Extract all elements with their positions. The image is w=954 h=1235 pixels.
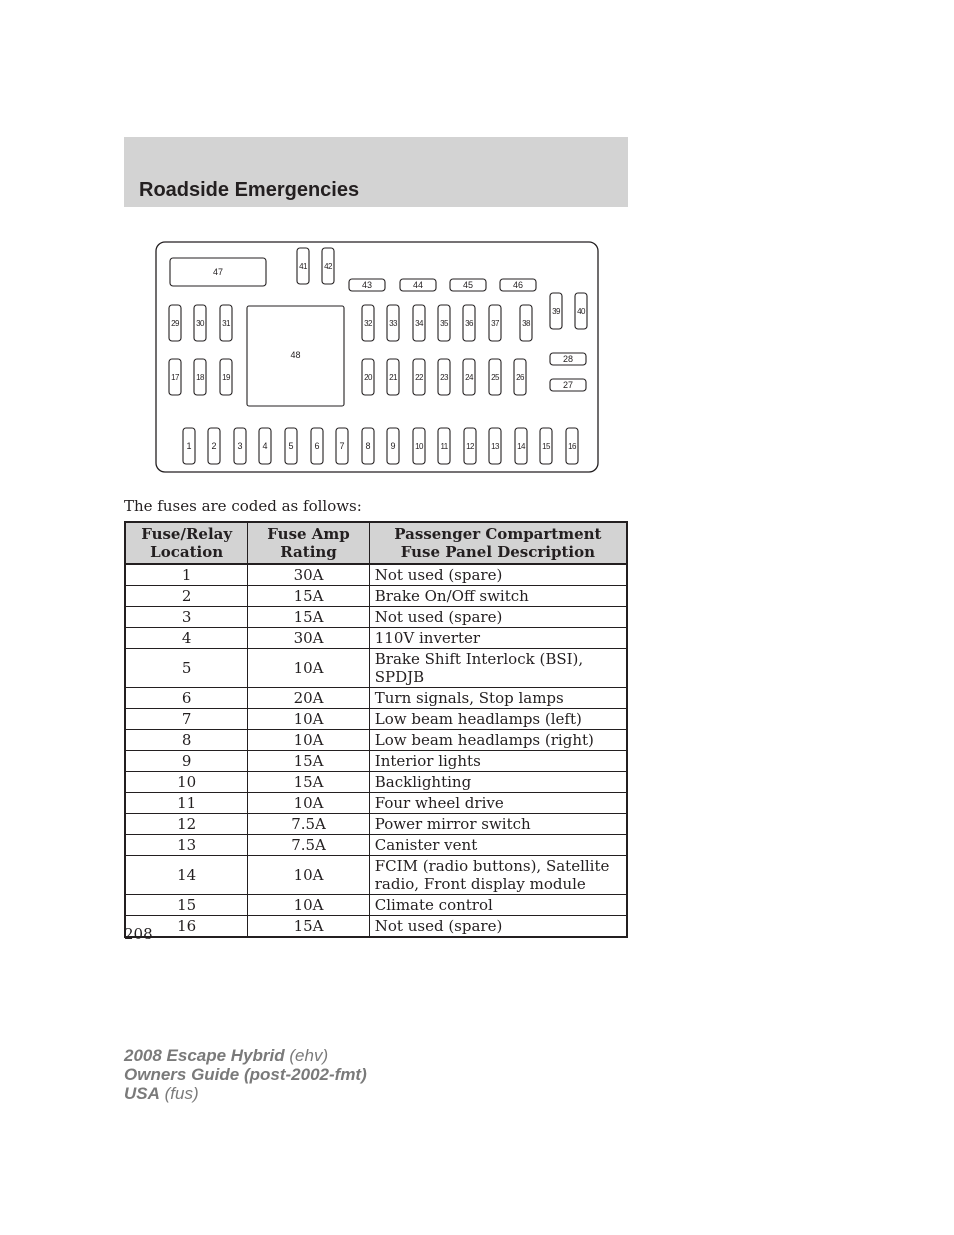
fuse-label: 22 [415, 373, 423, 382]
cell-location: 16 [125, 916, 248, 938]
fuse-3 [234, 428, 246, 464]
cell-description: Not used (spare) [369, 916, 627, 938]
fuse-label: 48 [290, 350, 301, 360]
fuse-17 [169, 359, 181, 395]
cell-description: Turn signals, Stop lamps [369, 688, 627, 709]
fuse-label: 34 [415, 319, 423, 328]
fuse-1 [183, 428, 195, 464]
fuse-26 [514, 359, 526, 395]
fuse-label: 18 [196, 373, 204, 382]
cell-location: 14 [125, 856, 248, 895]
fuse-label: 4 [262, 441, 268, 451]
cell-rating: 10A [248, 793, 369, 814]
cell-description: Brake On/Off switch [369, 586, 627, 607]
cell-location: 8 [125, 730, 248, 751]
cell-location: 6 [125, 688, 248, 709]
fuse-6 [311, 428, 323, 464]
fuse-label: 36 [465, 319, 473, 328]
fuse-label: 35 [440, 319, 448, 328]
fuse-41 [297, 248, 309, 284]
fuse-panel-svg [155, 241, 599, 473]
table-row [125, 856, 627, 895]
fuse-label: 11 [440, 442, 448, 451]
fuse-label: 27 [562, 380, 574, 390]
fuse-40 [575, 293, 587, 329]
fuse-13 [489, 428, 501, 464]
section-title: Roadside Emergencies [139, 179, 360, 201]
fuse-11 [438, 428, 450, 464]
fuse-label: 19 [222, 373, 230, 382]
cell-rating: 10A [248, 895, 369, 916]
fuse-label: 30 [196, 319, 204, 328]
fuse-label: 39 [552, 307, 560, 316]
fuse-12 [464, 428, 476, 464]
table-row [125, 835, 627, 856]
cell-location: 5 [125, 649, 248, 688]
cell-location: 1 [125, 564, 248, 586]
cell-description: Brake Shift Interlock (BSI), SPDJB [369, 649, 627, 688]
footer-market: USA [124, 1084, 160, 1103]
fuse-25 [489, 359, 501, 395]
cell-rating: 15A [248, 607, 369, 628]
fuse-panel-diagram [155, 241, 599, 473]
cell-description: Not used (spare) [369, 607, 627, 628]
fuse-28 [550, 353, 586, 365]
fuse-label: 37 [491, 319, 499, 328]
fuse-21 [387, 359, 399, 395]
fuse-44 [400, 279, 436, 291]
cell-description: Power mirror switch [369, 814, 627, 835]
fuse-label: 13 [491, 442, 499, 451]
fuse-label: 41 [299, 262, 307, 271]
fuse-34 [413, 305, 425, 341]
cell-location: 4 [125, 628, 248, 649]
fuse-22 [413, 359, 425, 395]
fuse-label: 31 [222, 319, 230, 328]
section-header [124, 137, 628, 207]
footer-model: 2008 Escape Hybrid [124, 1046, 285, 1065]
fuse-5 [285, 428, 297, 464]
table-row [125, 607, 627, 628]
footer-guide: Owners Guide (post-2002-fmt) [124, 1065, 367, 1084]
table-row [125, 751, 627, 772]
fuse-label: 10 [415, 442, 423, 451]
fuse-37 [489, 305, 501, 341]
fuse-label: 1 [186, 441, 192, 451]
cell-description: FCIM (radio buttons), Satellite radio, Front display module [369, 856, 627, 895]
fuse-48 [247, 306, 344, 406]
fuse-label: 6 [314, 441, 320, 451]
fuse-24 [463, 359, 475, 395]
fuse-label: 26 [516, 373, 524, 382]
fuse-18 [194, 359, 206, 395]
fuse-label: 7 [339, 441, 345, 451]
fuse-46 [500, 279, 536, 291]
table-row [125, 916, 627, 938]
cell-location: 11 [125, 793, 248, 814]
table-row [125, 688, 627, 709]
cell-location: 10 [125, 772, 248, 793]
fuse-43 [349, 279, 385, 291]
fuse-label: 15 [542, 442, 550, 451]
cell-rating: 10A [248, 649, 369, 688]
cell-rating: 10A [248, 856, 369, 895]
cell-description: Not used (spare) [369, 564, 627, 586]
fuse-label: 16 [568, 442, 576, 451]
column-header-rating: Fuse Amp Rating [248, 522, 369, 564]
fuse-20 [362, 359, 374, 395]
fuse-47 [170, 258, 266, 286]
cell-description: 110V inverter [369, 628, 627, 649]
fuse-42 [322, 248, 334, 284]
fuse-29 [169, 305, 181, 341]
fuse-33 [387, 305, 399, 341]
fuse-label: 29 [171, 319, 179, 328]
cell-rating: 30A [248, 628, 369, 649]
table-row [125, 895, 627, 916]
footer-market-code: (fus) [159, 1084, 199, 1103]
fuse-4 [259, 428, 271, 464]
intro-text: The fuses are coded as follows: [124, 497, 362, 515]
fuse-30 [194, 305, 206, 341]
fuse-32 [362, 305, 374, 341]
cell-description: Interior lights [369, 751, 627, 772]
table-row [125, 814, 627, 835]
cell-location: 7 [125, 709, 248, 730]
fuse-label: 21 [389, 373, 397, 382]
table-row [125, 772, 627, 793]
fuse-label: 43 [361, 280, 373, 290]
fuse-7 [336, 428, 348, 464]
cell-description: Climate control [369, 895, 627, 916]
fuse-16 [566, 428, 578, 464]
fuse-label: 8 [365, 441, 371, 451]
fuse-19 [220, 359, 232, 395]
fuse-label: 40 [577, 307, 585, 316]
table-row [125, 649, 627, 688]
fuse-label: 20 [364, 373, 372, 382]
fuse-15 [540, 428, 552, 464]
table-row [125, 564, 627, 586]
footer-line-3 [124, 1084, 367, 1103]
cell-location: 2 [125, 586, 248, 607]
cell-description: Backlighting [369, 772, 627, 793]
cell-rating: 7.5A [248, 835, 369, 856]
cell-rating: 15A [248, 586, 369, 607]
cell-rating: 10A [248, 730, 369, 751]
fuse-label: 45 [462, 280, 474, 290]
fuse-label: 33 [389, 319, 397, 328]
column-header-location: Fuse/Relay Location [125, 522, 248, 564]
table-row [125, 709, 627, 730]
fuse-label: 38 [522, 319, 530, 328]
fuse-8 [362, 428, 374, 464]
table-row [125, 793, 627, 814]
fuse-35 [438, 305, 450, 341]
fuse-45 [450, 279, 486, 291]
fuse-2 [208, 428, 220, 464]
fuse-14 [515, 428, 527, 464]
cell-rating: 10A [248, 709, 369, 730]
document-footer [124, 1046, 367, 1103]
fuse-label: 28 [562, 354, 574, 364]
cell-rating: 15A [248, 772, 369, 793]
footer-model-code: (ehv) [284, 1046, 329, 1065]
cell-location: 15 [125, 895, 248, 916]
fuse-label: 5 [288, 441, 294, 451]
fuse-label: 44 [412, 280, 424, 290]
cell-description: Low beam headlamps (left) [369, 709, 627, 730]
table-row [125, 628, 627, 649]
cell-location: 9 [125, 751, 248, 772]
fuse-label: 47 [212, 267, 224, 277]
footer-line-1 [124, 1046, 367, 1065]
fuse-38 [520, 305, 532, 341]
table-header-row [125, 522, 627, 564]
cell-rating: 30A [248, 564, 369, 586]
cell-rating: 7.5A [248, 814, 369, 835]
fuse-31 [220, 305, 232, 341]
fuse-9 [387, 428, 399, 464]
fuse-label: 32 [364, 319, 372, 328]
cell-description: Four wheel drive [369, 793, 627, 814]
fuse-label: 14 [517, 442, 525, 451]
fuse-39 [550, 293, 562, 329]
fuse-label: 25 [491, 373, 499, 382]
fuse-label: 17 [171, 373, 179, 382]
fuse-table [124, 521, 628, 938]
cell-rating: 20A [248, 688, 369, 709]
fuse-36 [463, 305, 475, 341]
cell-location: 12 [125, 814, 248, 835]
cell-location: 13 [125, 835, 248, 856]
fuse-label: 24 [465, 373, 473, 382]
cell-description: Low beam headlamps (right) [369, 730, 627, 751]
fuse-label: 9 [390, 441, 396, 451]
table-row [125, 730, 627, 751]
fuse-label: 23 [440, 373, 448, 382]
fuse-23 [438, 359, 450, 395]
fuse-label: 12 [466, 442, 474, 451]
fuse-label: 42 [324, 262, 332, 271]
fuse-27 [550, 379, 586, 391]
cell-description: Canister vent [369, 835, 627, 856]
cell-rating: 15A [248, 916, 369, 938]
fuse-10 [413, 428, 425, 464]
cell-rating: 15A [248, 751, 369, 772]
page-number: 208 [124, 925, 153, 943]
fuse-label: 2 [211, 441, 217, 451]
fuse-label: 46 [512, 280, 524, 290]
table-row [125, 586, 627, 607]
fuse-label: 3 [237, 441, 243, 451]
cell-location: 3 [125, 607, 248, 628]
footer-line-2 [124, 1065, 367, 1084]
column-header-description: Passenger Compartment Fuse Panel Description [369, 522, 627, 564]
